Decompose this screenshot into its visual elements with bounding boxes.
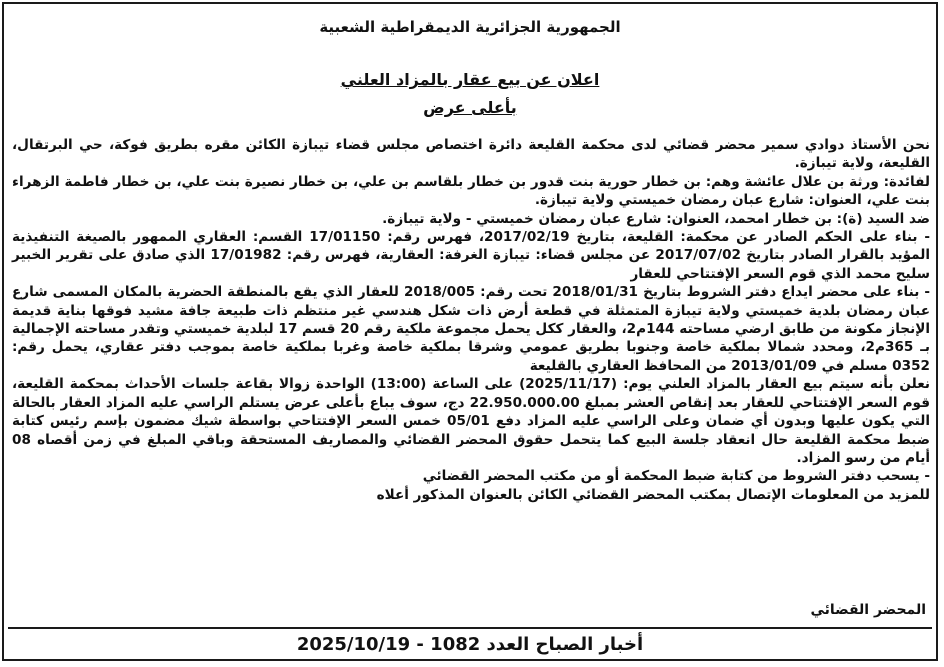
notice-title: اعلان عن بيع عقار بالمزاد العلني — [340, 70, 600, 89]
contact-paragraph: للمزيد من المعلومات الإتصال بمكتب المحضر القضائي الكائن بالعنوان المذكور أعلاه — [376, 486, 930, 503]
notice-body — [12, 136, 930, 504]
bailiff-paragraph: نحن الأستاذ دوادي سمير محضر قضائي لدى محكمة القليعة دائرة اختصاص مجلس قضاء تيبازة الكائن مقره بطريق فوكة، حي البرتقال، القليعة، ولاية تيبازة. — [12, 137, 930, 172]
judgment-paragraph: - بناء على الحكم الصادر عن محكمة: القليعة، بتاريخ 2017/02/19، فهرس رقم: 17/01150 القسم: العقاري الممهور بالصيغة التنفيذية المؤيد بالقرار الصادر بتاريخ 2017/07/02 عن مجلس قضاء: تيبازة الغرفة: العقارية، فهرس رقم: 17/01982 الذي صادق على تقرير الخبير سليح محمد الذي قوم السعر الإفتتاحي للعقار — [12, 229, 930, 282]
republic-header: الجمهورية الجزائرية الديمقراطية الشعبية — [319, 18, 621, 36]
footer-divider — [8, 627, 932, 629]
auction-paragraph: نعلن بأنه سيتم بيع العقار بالمزاد العلني يوم: (2025/11/17) على الساعة (13:00) الواحدة زوالا بقاعة جلسات الأحداث بمحكمة القليعة، قوم السعر الإفتتاحي للعقار بعد إنقاص العشر بمبلغ 22.950.000.00 دج، سوف يباع بأعلى عرض يستلم الراسي عليه المزاد العقار بالحالة التي يكون عليها وبدون أي ضمان وعلى الراسي عليه المزاد دفع 05/01 خمس السعر الإفتتاحي بواسطة شيك مضمون بإسم رئيس كتابة ضبط محكمة القليعة حال انعقاد جلسة البيع كما يتحمل حقوق المحضر القضائي والمصاريف المستحقة وباقي المبلغ في زمن أقصاه 08 أيام من رسو المزاد. — [12, 376, 930, 466]
property-paragraph: - بناء على محضر ايداع دفتر الشروط بتاريخ 2018/01/31 تحت رقم: 2018/005 للعقار الذي يقع بالمنطقة الحضرية بالمكان المسمى شارع عبان رمضان بلدية خميستي ولاية تيبازة المتمثلة في قطعة أرض ذات شكل هندسي غير منتظم ذات طبيعة جافة مشيد فوقها بناية قديمة الإنجاز مكونة من طابق ارضي مساحته 144م2، والعقار ككل يحمل مجموعة ملكية رقم 20 قسم 17 لبلدية خميستي وتقدر مساحته الإجمالية بـ 365م2، ومحدد شمالا بملكية خاصة وجنوبا بطريق عمومي وشرقا بملكية خاصة وغربا بملكية خاصة بموجب دفتر عقاري، يحمل رقم: 0352 مسلم في 2013/01/09 من المحافظ العقاري بالقليعة — [12, 284, 931, 374]
defendant-paragraph: ضد السيد (ة): بن خطار امحمد، العنوان: شارع عبان رمضان خميستي - ولاية تيبازة. — [382, 210, 930, 227]
notice-frame — [2, 2, 938, 661]
signature: المحضر القضائي — [810, 602, 926, 618]
beneficiaries-paragraph: لفائدة: ورثة بن علال عائشة وهم: بن خطار حورية بنت قدور بن خطار بلقاسم بن علي، بن خطار نصيرة بنت علي، بن خطار فاطمة الزهراء بنت علي، العنوان: شارع عبان رمضان خميستي ولاية تيبازة. — [12, 173, 930, 209]
conditions-paragraph: - يسحب دفتر الشروط من كتابة ضبط المحكمة أو من مكتب المحضر القضائي — [422, 468, 930, 485]
footer-publication: أخبار الصباح العدد 1082 - 2025/10/19 — [296, 634, 644, 655]
notice-subtitle: بأعلى عرض — [423, 98, 517, 117]
